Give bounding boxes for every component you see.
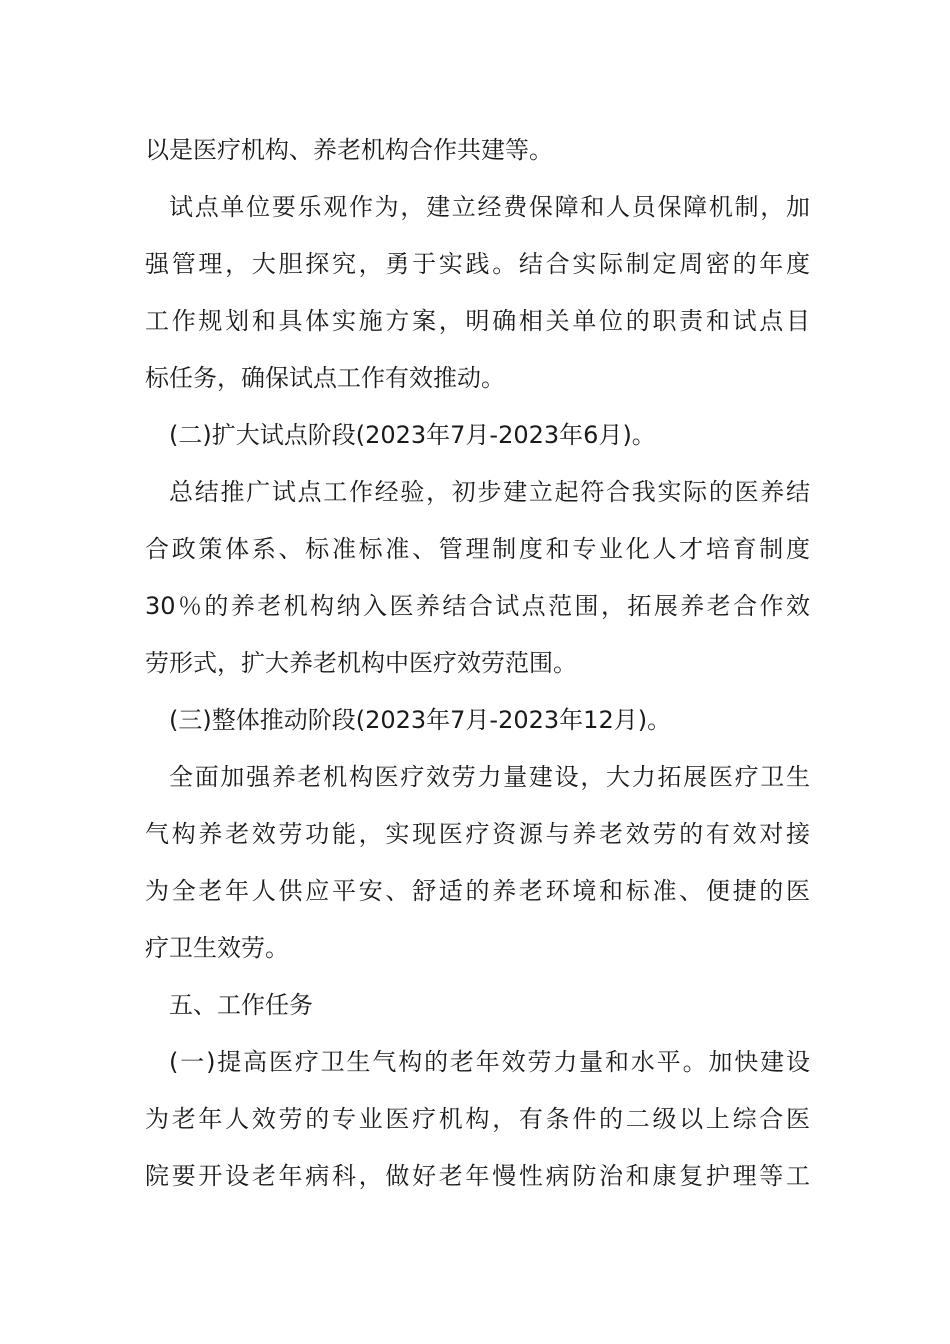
text-line: 劳形式，扩大养老机构中医疗效劳范围。 xyxy=(145,649,577,677)
text-line: (一)提高医疗卫生气构的老年效劳力量和水平。加快建设 xyxy=(169,1048,810,1076)
text-line: 标任务，确保试点工作有效推动。 xyxy=(145,364,505,392)
document-body xyxy=(145,128,810,1211)
text-line: 气构养老效劳功能，实现医疗资源与养老效劳的有效对接 xyxy=(145,820,810,848)
text-line: 全面加强养老机构医疗效劳力量建设，大力拓展医疗卫生 xyxy=(169,763,810,791)
section-heading: 五、工作任务 xyxy=(169,991,313,1019)
text-line: 以是医疗机构、养老机构合作共建等。 xyxy=(145,136,553,164)
text-line: 总结推广试点工作经验，初步建立起符合我实际的医养结 xyxy=(169,478,810,506)
text-line: 院要开设老年病科，做好老年慢性病防治和康复护理等工 xyxy=(145,1162,810,1190)
text-line: 工作规划和具体实施方案，明确相关单位的职责和试点目 xyxy=(145,307,810,335)
text-line: 试点单位要乐观作为，建立经费保障和人员保障机制，加 xyxy=(169,193,810,221)
text-line: 疗卫生效劳。 xyxy=(145,934,289,962)
text-line: 为老年人效劳的专业医疗机构，有条件的二级以上综合医 xyxy=(145,1105,810,1133)
text-line: 为全老年人供应平安、舒适的养老环境和标准、便捷的医 xyxy=(145,877,810,905)
section-heading: (二)扩大试点阶段(2023年7月-2023年6月)。 xyxy=(169,421,656,449)
text-line: 强管理，大胆探究，勇于实践。结合实际制定周密的年度 xyxy=(145,250,810,278)
section-heading: (三)整体推动阶段(2023年7月-2023年12月)。 xyxy=(169,706,672,734)
text-line: 合政策体系、标准标准、管理制度和专业化人才培育制度 xyxy=(145,535,810,563)
text-line: 30％的养老机构纳入医养结合试点范围，拓展养老合作效 xyxy=(145,592,810,620)
